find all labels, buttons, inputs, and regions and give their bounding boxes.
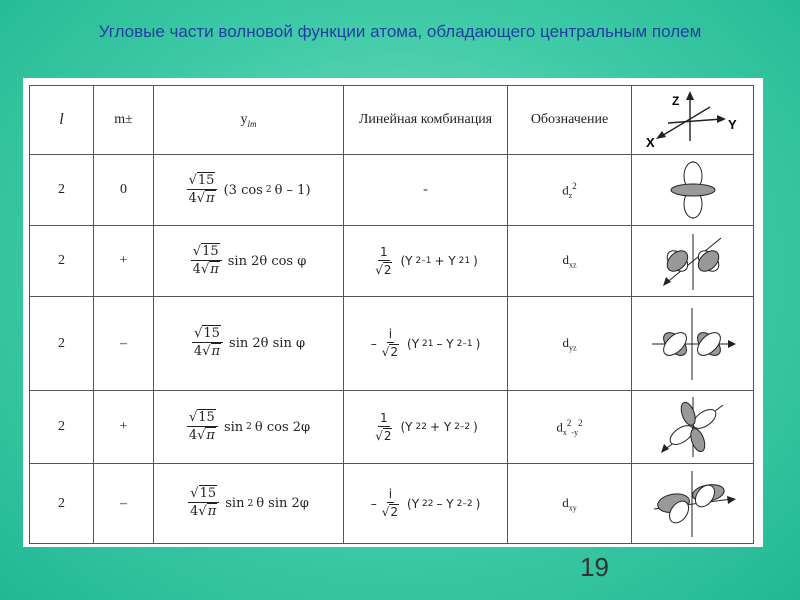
table-row <box>30 155 754 226</box>
cell-ylm: $\frac{√15}{4√\pi}$ sin 2 θ sin 2φ <box>154 464 344 544</box>
cell-designation: $d_{xy}$ <box>508 464 632 544</box>
axis-y-label: Y <box>727 117 737 132</box>
dz2-orbital-icon <box>663 159 723 221</box>
table-row <box>30 226 754 297</box>
cell-orbital-shape <box>632 297 754 391</box>
header-m: m± <box>94 86 154 155</box>
cell-linear-combination: - <box>344 155 508 226</box>
header-linear-combination: Линейная комбинация <box>344 86 508 155</box>
cell-linear-combination: – $\frac{i}{√2}$ (Y 22 – Y 2–2 ) <box>344 464 508 544</box>
slide-title: Угловые части волновой функции атома, обладающего центральным полем <box>98 22 702 41</box>
header-designation: Обозначение <box>508 86 632 155</box>
cell-designation: $d_{yz}$ <box>508 297 632 391</box>
header-ylm: $y_{lm}$ <box>154 86 344 155</box>
dxz-orbital-icon <box>653 230 733 292</box>
table-row <box>30 391 754 464</box>
cell-l: 2 <box>30 391 94 464</box>
cell-m: – <box>94 297 154 391</box>
cell-ylm: $\frac{√15}{4√\pi}$ sin 2θ cos φ <box>154 226 344 297</box>
cell-orbital-shape <box>632 464 754 544</box>
page-number: 19 <box>580 552 609 582</box>
header-l: l <box>30 86 94 155</box>
table-header-row <box>30 86 754 155</box>
cell-designation: $d_{xz}$ <box>508 226 632 297</box>
cell-m: + <box>94 226 154 297</box>
cell-designation: $d_x^2_{-y}^2$ <box>508 391 632 464</box>
cell-designation: $d_z^2$ <box>508 155 632 226</box>
table-sheet <box>23 78 763 547</box>
cell-l: 2 <box>30 297 94 391</box>
axes-diagram <box>638 89 748 151</box>
table-row <box>30 464 754 544</box>
cell-l: 2 <box>30 226 94 297</box>
cell-l: 2 <box>30 155 94 226</box>
cell-orbital-shape <box>632 155 754 226</box>
table-row <box>30 297 754 391</box>
cell-m: – <box>94 464 154 544</box>
cell-m: 0 <box>94 155 154 226</box>
dx2-y2-orbital-icon <box>653 395 733 459</box>
axis-z-label: Z <box>671 94 679 108</box>
cell-orbital-shape <box>632 391 754 464</box>
cell-linear-combination: $\frac{1}{√2}$ (Y 2–1 + Y 21 ) <box>344 226 508 297</box>
cell-orbital-shape <box>632 226 754 297</box>
dyz-orbital-icon <box>648 304 738 384</box>
cell-linear-combination: $\frac{1}{√2}$ (Y 22 + Y 2–2 ) <box>344 391 508 464</box>
dxy-orbital-icon <box>648 469 738 539</box>
axis-x-label: X <box>645 135 655 150</box>
orbital-table <box>29 85 754 544</box>
cell-linear-combination: – $\frac{i}{√2}$ (Y 21 – Y 2–1 ) <box>344 297 508 391</box>
cell-ylm: $\frac{√15}{4√\pi}$ sin 2θ sin φ <box>154 297 344 391</box>
cell-l: 2 <box>30 464 94 544</box>
cell-ylm: $\frac{√15}{4√\pi}$ (3 cos 2 θ – 1) <box>154 155 344 226</box>
cell-m: + <box>94 391 154 464</box>
cell-ylm: $\frac{√15}{4√\pi}$ sin 2 θ cos 2φ <box>154 391 344 464</box>
header-axes <box>632 86 754 155</box>
